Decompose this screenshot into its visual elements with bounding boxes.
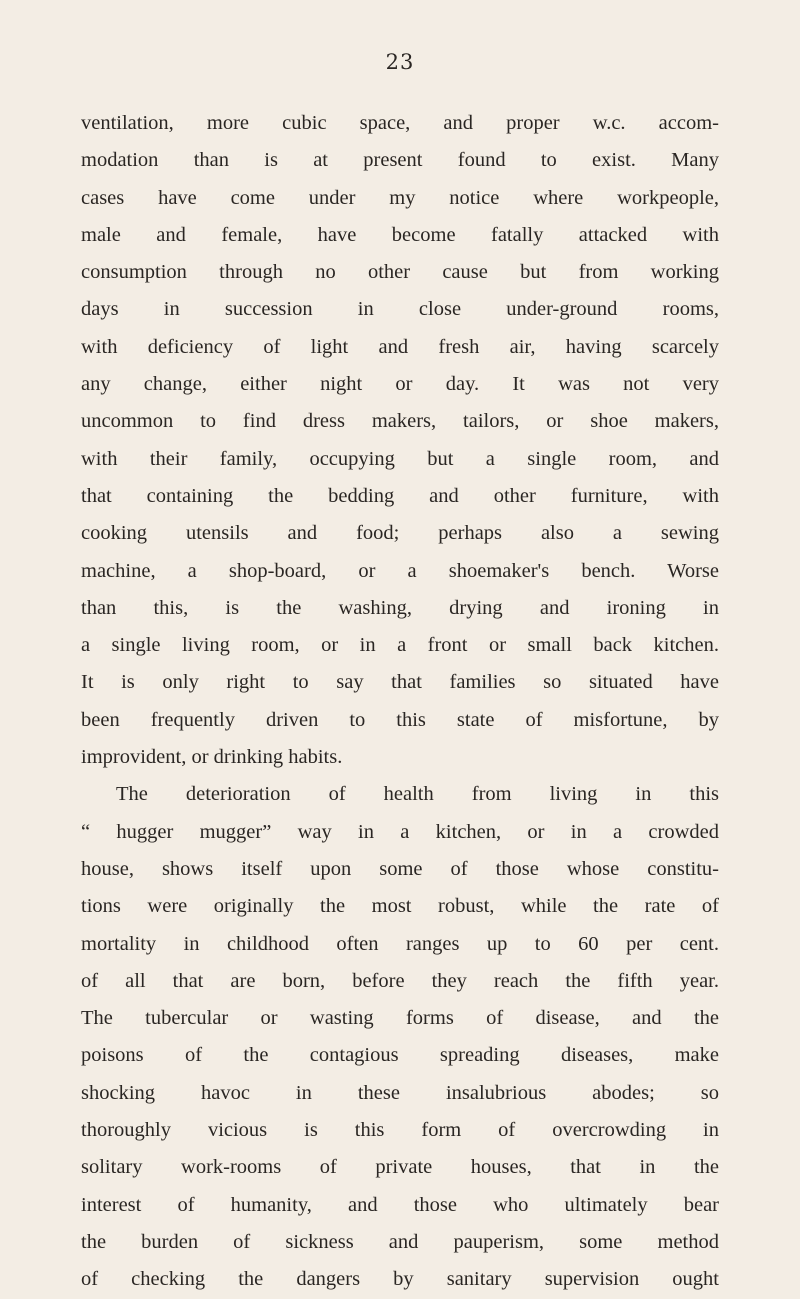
text-line: consumption through no other cause but from working [81, 261, 719, 284]
text-line: the burden of sickness and pauperism, some method [81, 1230, 719, 1253]
text-line: tions were originally the most robust, while the rate of [81, 895, 719, 918]
text-line: been frequently driven to this state of misfortune, by [81, 708, 719, 731]
text-line: of checking the dangers by sanitary supervision ought [81, 1268, 719, 1291]
text-line: house, shows itself upon some of those whose constitu- [81, 857, 719, 880]
text-line: cases have come under my notice where workpeople, [81, 186, 719, 209]
text-line: any change, either night or day. It was not very [81, 373, 719, 396]
text-line: thoroughly vicious is this form of overcrowding in [81, 1119, 719, 1142]
text-line: It is only right to say that families so situated have [81, 671, 719, 694]
body-text [81, 105, 719, 1299]
paragraph-end-line: improvident, or drinking habits. [81, 746, 343, 769]
text-line: mortality in childhood often ranges up to 60 per cent. [81, 932, 719, 955]
text-line: ventilation, more cubic space, and proper w.c. accom- [81, 112, 719, 134]
text-line: solitary work-rooms of private houses, that in the [81, 1156, 719, 1179]
text-line: The tubercular or wasting forms of disease, and the [81, 1007, 719, 1030]
text-line: modation than is at present found to exist. Many [81, 149, 719, 172]
text-line: interest of humanity, and those who ultimately bear [81, 1193, 719, 1216]
text-line: that containing the bedding and other furniture, with [81, 484, 719, 507]
text-line: a single living room, or in a front or small back kitchen. [81, 634, 719, 657]
text-line: uncommon to find dress makers, tailors, or shoe makers, [81, 410, 719, 433]
text-line: shocking havoc in these insalubrious abodes; so [81, 1081, 719, 1104]
text-line: days in succession in close under-ground rooms, [81, 298, 719, 321]
text-line: than this, is the washing, drying and ironing in [81, 596, 719, 619]
text-line: cooking utensils and food; perhaps also a sewing [81, 522, 719, 545]
text-line: of all that are born, before they reach the fifth year. [81, 969, 719, 992]
page-number: 23 [385, 50, 415, 74]
text-line: machine, a shop-board, or a shoemaker's bench. Worse [81, 559, 719, 582]
text-line: with their family, occupying but a single room, and [81, 447, 719, 470]
text-line: with deficiency of light and fresh air, having scarcely [81, 335, 719, 358]
text-line: poisons of the contagious spreading diseases, make [81, 1044, 719, 1067]
paragraph-start-line: The deterioration of health from living in this [116, 783, 719, 806]
text-line: male and female, have become fatally attacked with [81, 223, 719, 246]
text-line: “ hugger mugger” way in a kitchen, or in a crowded [81, 820, 719, 843]
